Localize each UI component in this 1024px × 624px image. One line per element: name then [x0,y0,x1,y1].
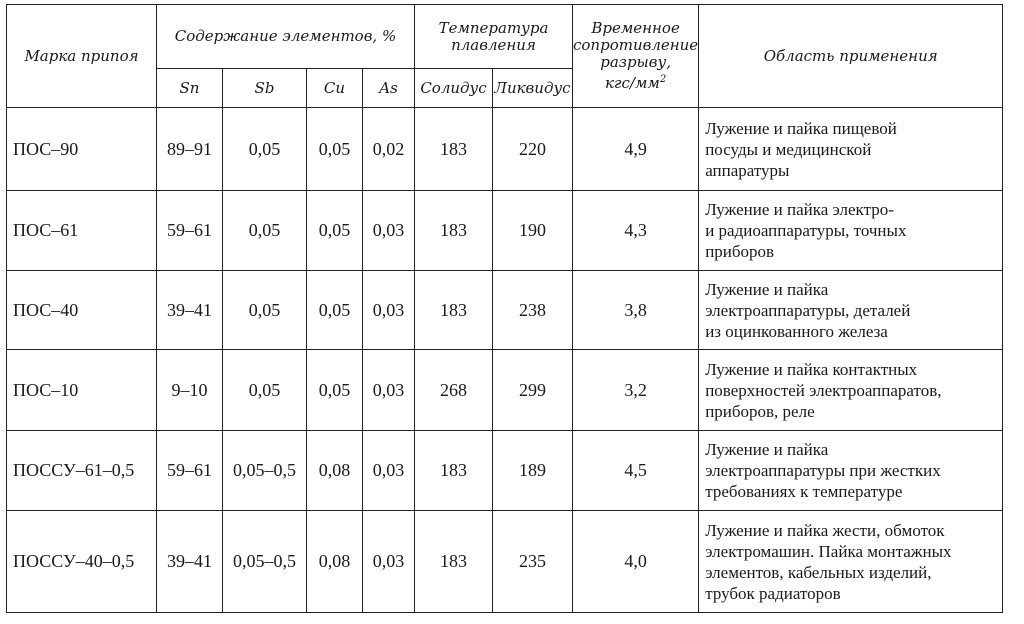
cell-as: 0,02 [363,108,415,191]
application-line: Лужение и пайка [705,440,829,459]
cell-solidus: 183 [415,271,493,350]
cell-liquidus: 238 [493,271,573,350]
application-line: Лужение и пайка [705,279,829,299]
cell-grade: ПОС–40 [7,271,157,350]
application-line: Лужение и пайка электро- [705,200,894,219]
application-line: трубок радиаторов [705,583,841,603]
header-strength-unit-exponent: 2 [659,74,667,85]
header-application: Область применения [699,5,1003,108]
header-temperature [415,5,573,69]
cell-as: 0,03 [363,191,415,271]
cell-sn: 59–61 [157,431,223,511]
cell-sn: 39–41 [157,511,223,613]
cell-application [699,431,1003,511]
cell-strength: 4,9 [573,108,699,191]
application-line: поверхностей электроаппаратов, [705,380,942,400]
header-strength-line: Временное [591,19,680,37]
cell-application [699,271,1003,350]
cell-sb: 0,05 [223,108,307,191]
application-line: приборов [705,242,775,261]
cell-as: 0,03 [363,350,415,431]
cell-sn: 89–91 [157,108,223,191]
table-row [7,108,1003,191]
cell-application [699,108,1003,191]
header-strength-line: разрыву, [600,53,671,71]
table-row [7,271,1003,350]
application-line: электромашин. Пайка монтажных [705,541,952,561]
cell-sn: 59–61 [157,191,223,271]
cell-grade: ПОС–10 [7,350,157,431]
cell-sb: 0,05 [223,191,307,271]
cell-strength: 3,2 [573,350,699,431]
cell-solidus: 183 [415,511,493,613]
header-strength-unit [573,71,698,92]
cell-cu: 0,05 [307,271,363,350]
cell-cu: 0,05 [307,350,363,431]
header-sb: Sb [223,69,307,108]
header-temperature-line: Температура [438,18,549,37]
cell-liquidus: 220 [493,108,573,191]
application-line: элементов, кабельных изделий, [705,562,932,582]
application-line: Лужение и пайка пищевой [705,118,897,138]
cell-sn: 9–10 [157,350,223,431]
solder-table [6,4,1003,613]
cell-solidus: 183 [415,191,493,271]
application-line: и радиоаппаратуры, точных [705,221,907,240]
cell-solidus: 268 [415,350,493,431]
header-strength-unit-text: кгс/мм [604,74,660,92]
cell-grade: ПОС–61 [7,191,157,271]
application-line: посуды и медицинской [705,139,872,159]
cell-liquidus: 190 [493,191,573,271]
header-content: Содержание элементов, % [157,5,415,69]
header-solidus: Солидус [415,69,493,108]
cell-as: 0,03 [363,511,415,613]
table-row [7,511,1003,613]
header-row-top [7,5,1003,69]
cell-liquidus: 235 [493,511,573,613]
cell-application [699,191,1003,271]
cell-strength: 4,3 [573,191,699,271]
cell-grade: ПОССУ–61–0,5 [7,431,157,511]
application-line: приборов, реле [705,401,815,421]
header-grade: Марка припоя [7,5,157,108]
cell-cu: 0,05 [307,108,363,191]
header-strength [573,5,699,108]
header-strength-line: сопротивление [573,36,699,54]
cell-sb: 0,05–0,5 [223,431,307,511]
cell-sn: 39–41 [157,271,223,350]
application-line: из оцинкованного железа [705,321,888,341]
cell-cu: 0,08 [307,511,363,613]
cell-solidus: 183 [415,431,493,511]
table-row [7,350,1003,431]
cell-strength: 3,8 [573,271,699,350]
table-row [7,431,1003,511]
cell-liquidus: 299 [493,350,573,431]
cell-as: 0,03 [363,271,415,350]
cell-sb: 0,05–0,5 [223,511,307,613]
cell-cu: 0,08 [307,431,363,511]
header-cu: Cu [307,69,363,108]
cell-application [699,350,1003,431]
header-sn: Sn [157,69,223,108]
cell-grade: ПОССУ–40–0,5 [7,511,157,613]
cell-strength: 4,5 [573,431,699,511]
cell-sb: 0,05 [223,350,307,431]
cell-sb: 0,05 [223,271,307,350]
cell-application [699,511,1003,613]
application-line: электроаппаратуры при жестких [705,461,941,480]
application-line: аппаратуры [705,160,790,180]
cell-strength: 4,0 [573,511,699,613]
cell-cu: 0,05 [307,191,363,271]
application-line: электроаппаратуры, деталей [705,300,911,320]
cell-grade: ПОС–90 [7,108,157,191]
cell-solidus: 183 [415,108,493,191]
header-liquidus: Ликвидус [493,69,573,108]
application-line: Лужение и пайка контактных [705,359,918,379]
header-temperature-line: плавления [451,35,536,54]
application-line: Лужение и пайка жести, обмоток [705,520,945,540]
cell-as: 0,03 [363,431,415,511]
table-row [7,191,1003,271]
header-as: As [363,69,415,108]
application-line: требованиях к температуре [705,482,903,501]
solder-table-container [6,4,1003,613]
cell-liquidus: 189 [493,431,573,511]
